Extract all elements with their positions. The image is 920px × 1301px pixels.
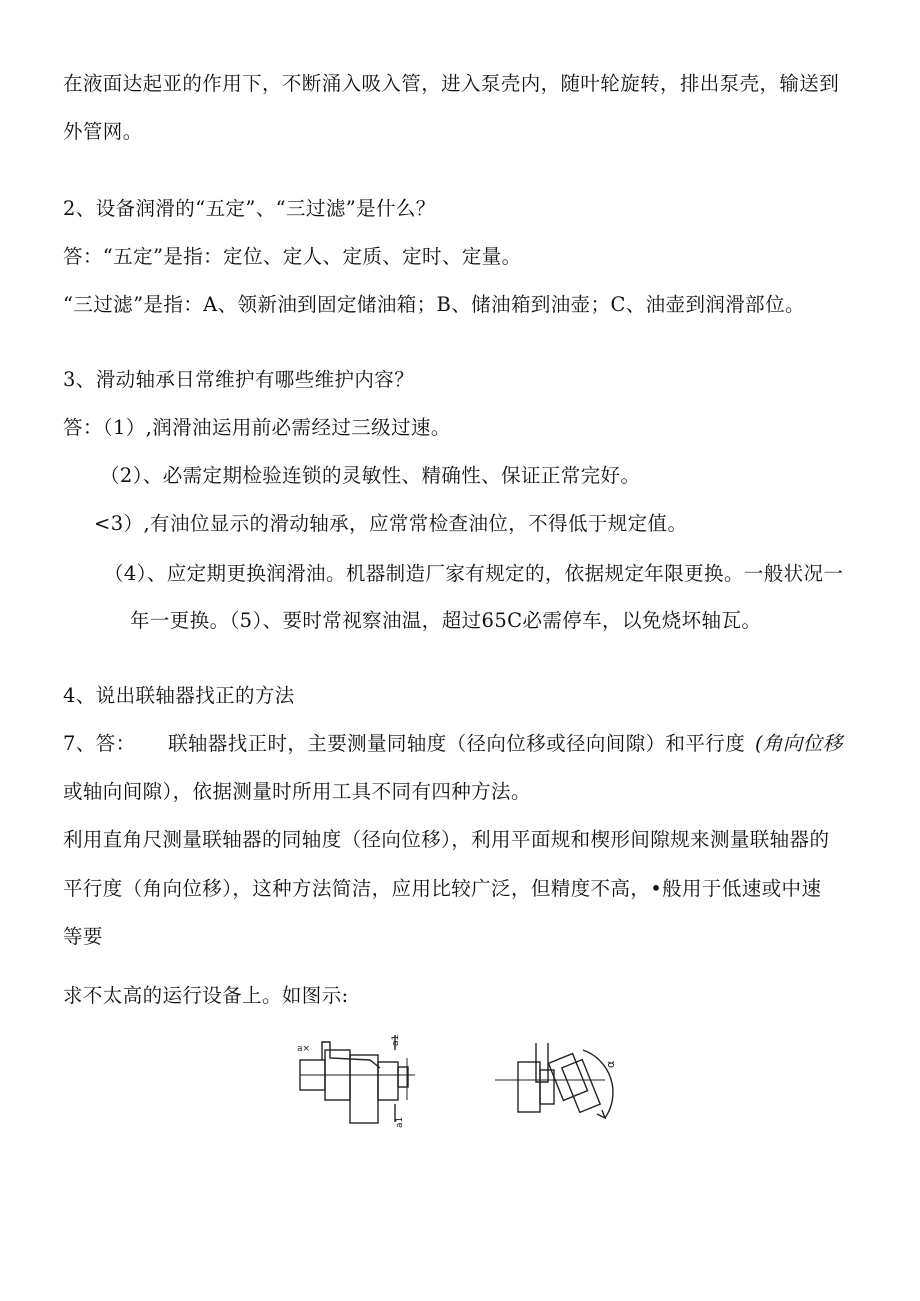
question-4: 4、说出联轴器找正的方法 bbox=[63, 684, 295, 707]
answer-4-prefix: 7、答： bbox=[63, 732, 136, 755]
answer-3-line: （2）、必需定期检验连锁的灵敏性、精确性、保证正常完好。 bbox=[100, 464, 641, 487]
paragraph-line: 外管网。 bbox=[63, 120, 143, 143]
paragraph-line: 在液面达起亚的作用下，不断涌入吸入管，进入泵壳内，随叶轮旋转，排出泵壳，输送到 bbox=[63, 72, 840, 95]
left-label-bottom: a1 bbox=[395, 1116, 405, 1128]
answer-4-italic: (角向位移 bbox=[755, 732, 843, 755]
answer-2-line: 答：“五定”是指：定位、定人、定质、定时、定量。 bbox=[63, 245, 522, 268]
answer-4-main: 联轴器找正时，主要测量同轴度（径向位移或径向间隙）和平行度 bbox=[168, 732, 746, 755]
left-diagram bbox=[300, 1035, 415, 1123]
method-line: 利用直角尺测量联轴器的同轴度（径向位移），利用平面规和楔形间隙规来测量联轴器的 bbox=[63, 828, 830, 851]
left-label-top: a1 bbox=[391, 1034, 401, 1046]
answer-2-line: “三过滤”是指：A、领新油到固定储油箱；B、储油箱到油壶；C、油壶到润滑部位。 bbox=[63, 293, 805, 316]
answer-3-line: （4）、应定期更换润滑油。机器制造厂家有规定的，依据规定年限更换。一般状况一 bbox=[104, 562, 844, 585]
right-label: α bbox=[604, 1060, 617, 1068]
question-2: 2、设备润滑的“五定”、“三过滤”是什么？ bbox=[63, 197, 436, 220]
method-line: 平行度（角向位移），这种方法简洁，应用比较广泛，但精度不高，•般用于低速或中速 bbox=[63, 877, 822, 900]
answer-3-line: 年一更换。（5）、要时常视察油温，超过65C必需停车，以免烧坏轴瓦。 bbox=[130, 609, 762, 632]
left-tag: a× bbox=[297, 1044, 311, 1054]
right-diagram bbox=[495, 1043, 613, 1118]
answer-3-line: <3）,有油位显示的滑动轴承，应常常检查油位，不得低于规定值。 bbox=[94, 512, 688, 535]
answer-4-line: 或轴向间隙），依据测量时所用工具不同有四种方法。 bbox=[63, 780, 531, 803]
answer-3-line: 答：（1）,润滑油运用前必需经过三级过速。 bbox=[63, 416, 451, 439]
method-line: 等要 bbox=[63, 925, 103, 948]
question-3: 3、滑动轴承日常维护有哪些维护内容？ bbox=[63, 368, 415, 391]
method-line: 求不太高的运行设备上。如图示: bbox=[63, 984, 349, 1007]
